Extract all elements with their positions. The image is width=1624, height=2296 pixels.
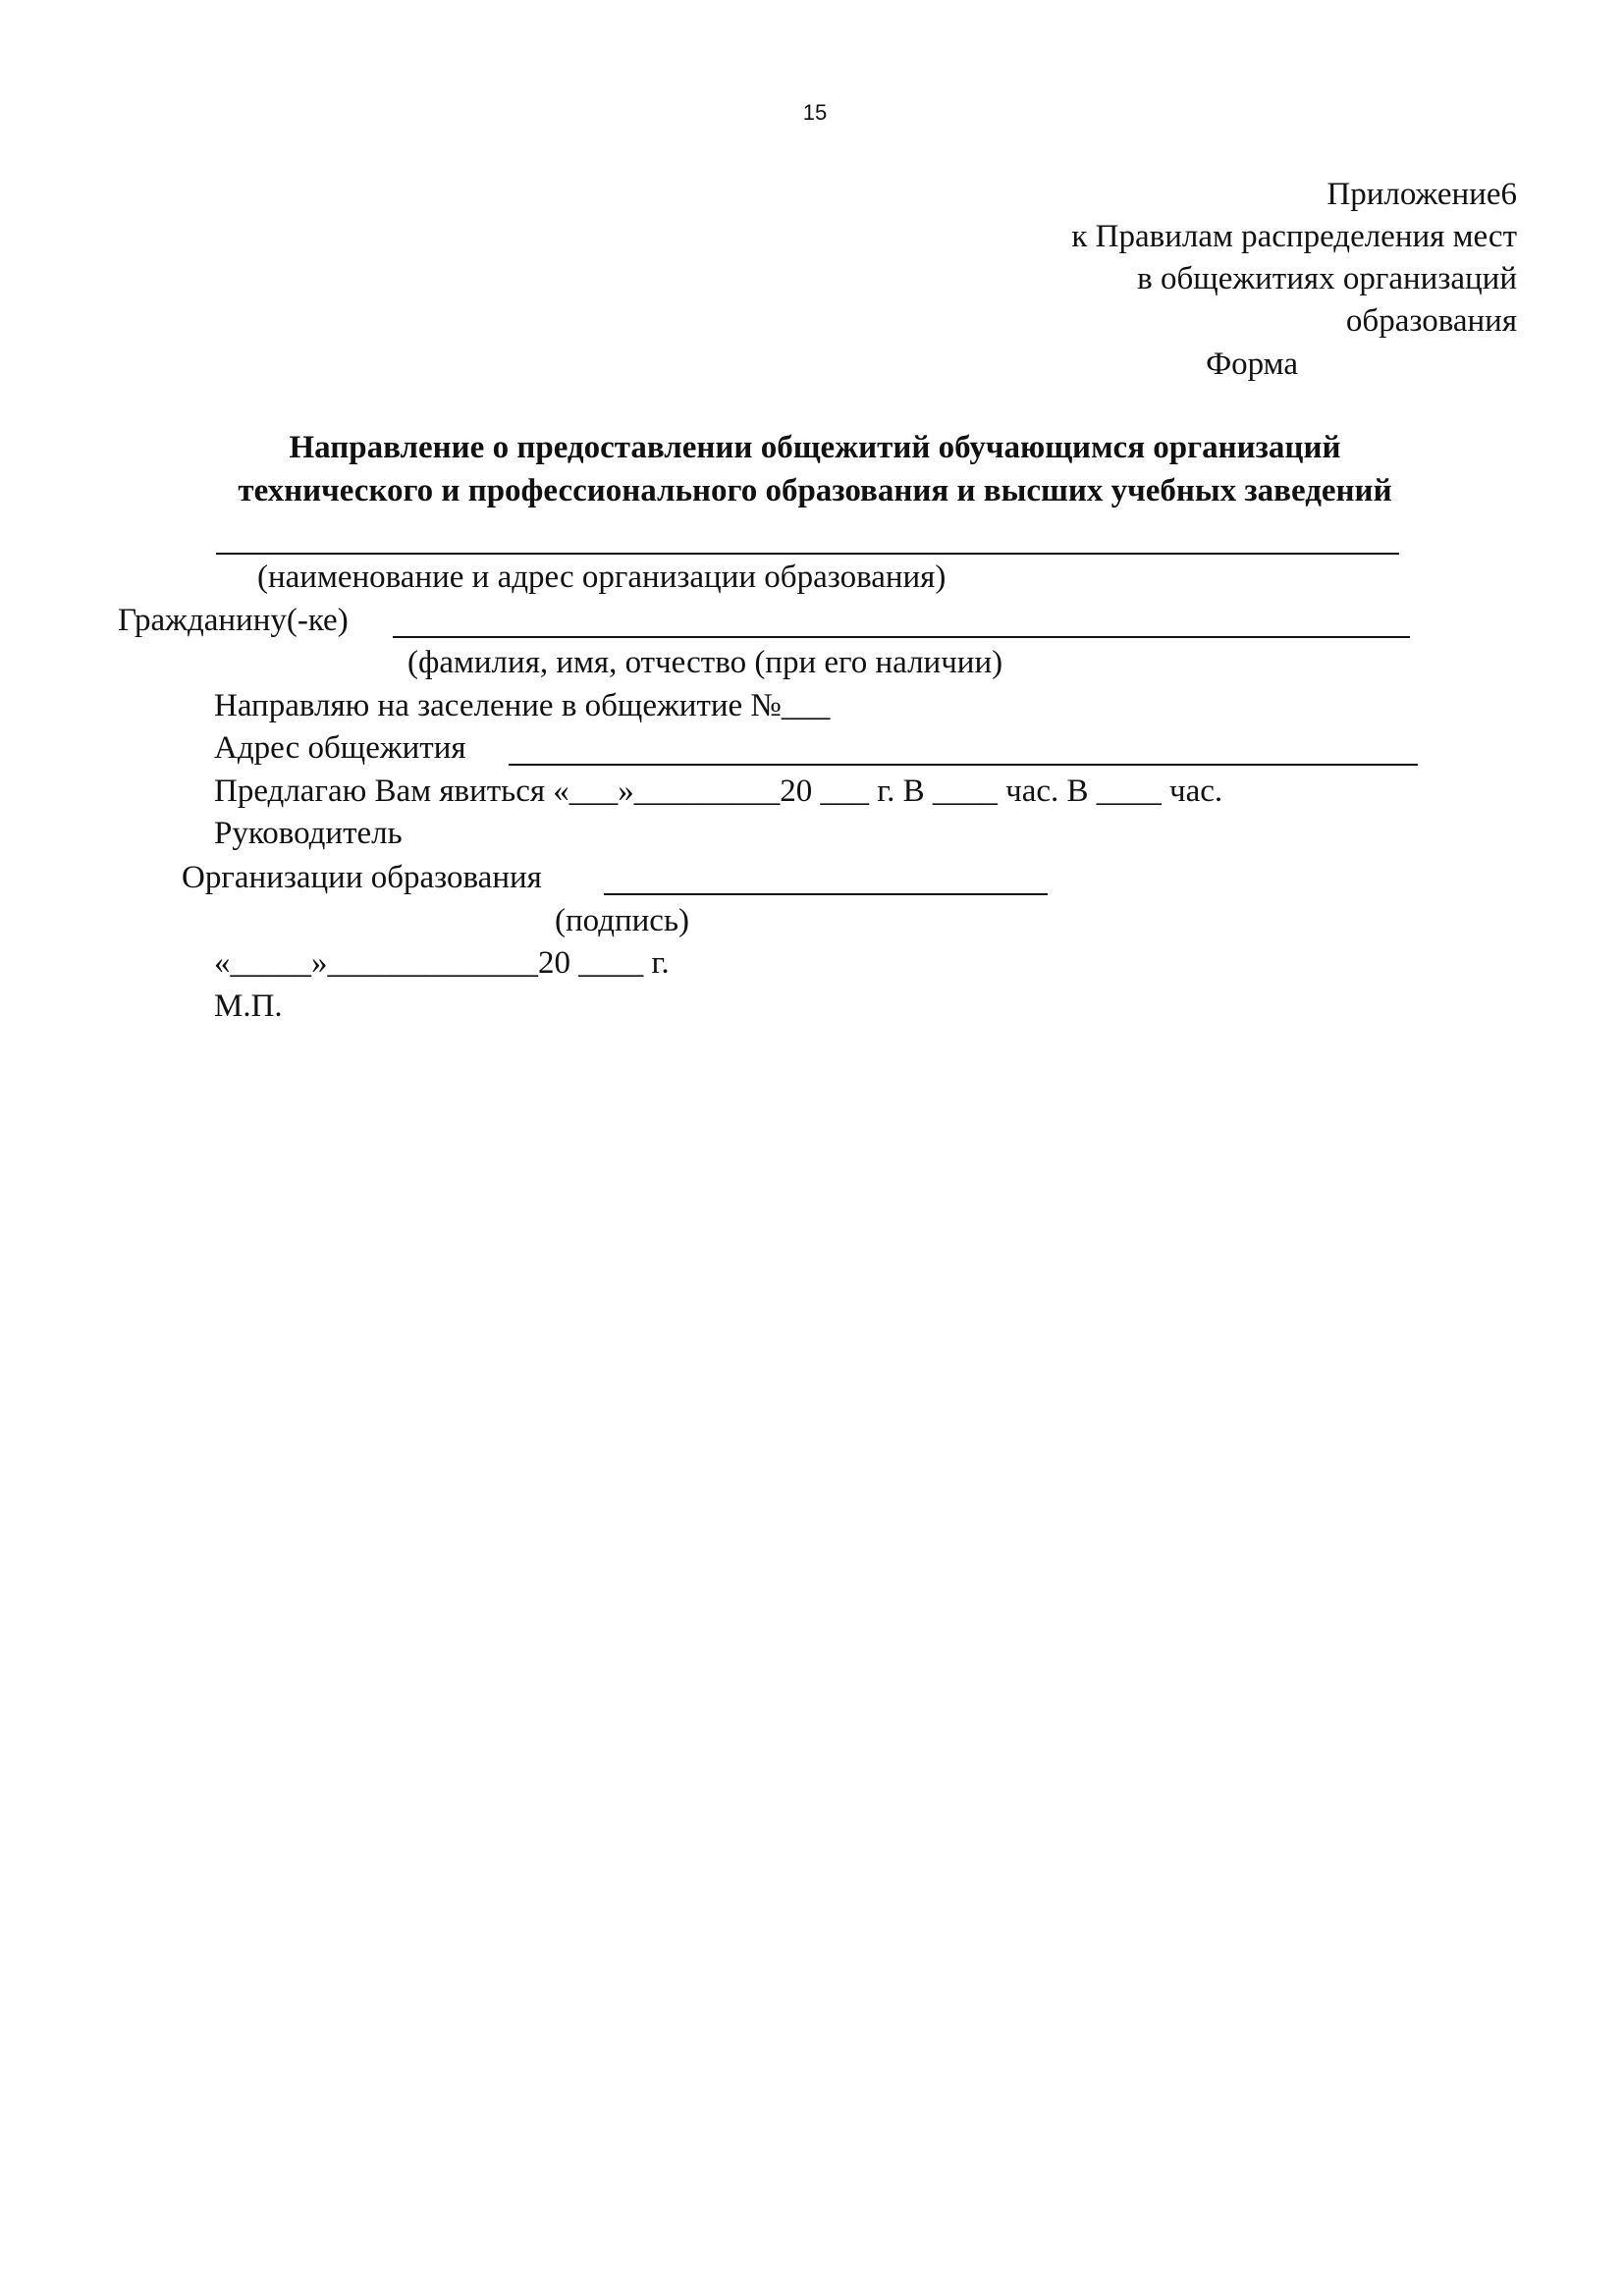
appear-line: Предлагаю Вам явиться «___»_________20 ___ г. В ____ час. В ____ час. (214, 774, 1223, 809)
appendix-line: к Правилам распределения мест (1071, 219, 1517, 254)
form-label: Форма (1206, 347, 1298, 382)
citizen-label: Гражданину(-ке) (118, 603, 349, 638)
page-number: 15 (802, 100, 828, 125)
org-caption: (наименование и адрес организации образования) (257, 560, 947, 595)
org-label: Организации образования (182, 860, 542, 895)
appendix-line: образования (1345, 303, 1517, 339)
signature-field[interactable] (604, 893, 1048, 895)
name-caption: (фамилия, имя, отчество (при его наличии) (407, 645, 1003, 680)
appendix-line: Приложение6 (1326, 177, 1517, 212)
appendix-line: в общежитиях организаций (1137, 261, 1517, 296)
title-line: Направление о предоставлении общежитий обучающимся организаций (289, 430, 1341, 465)
dorm-address-field[interactable] (509, 764, 1418, 766)
org-name-field[interactable] (216, 553, 1399, 555)
date-line: «_____»_____________20 ____ г. (214, 945, 670, 981)
citizen-name-field[interactable] (393, 636, 1410, 638)
document-title (0, 426, 1624, 512)
title-line: технического и профессионального образования и высших учебных заведений (238, 473, 1392, 508)
signature-caption: (подпись) (555, 903, 689, 938)
dorm-number-line: Направляю на заселение в общежитие №___ (214, 688, 831, 723)
address-label: Адрес общежития (214, 730, 466, 766)
stamp-label: М.П. (214, 988, 283, 1024)
head-label: Руководитель (214, 816, 403, 851)
